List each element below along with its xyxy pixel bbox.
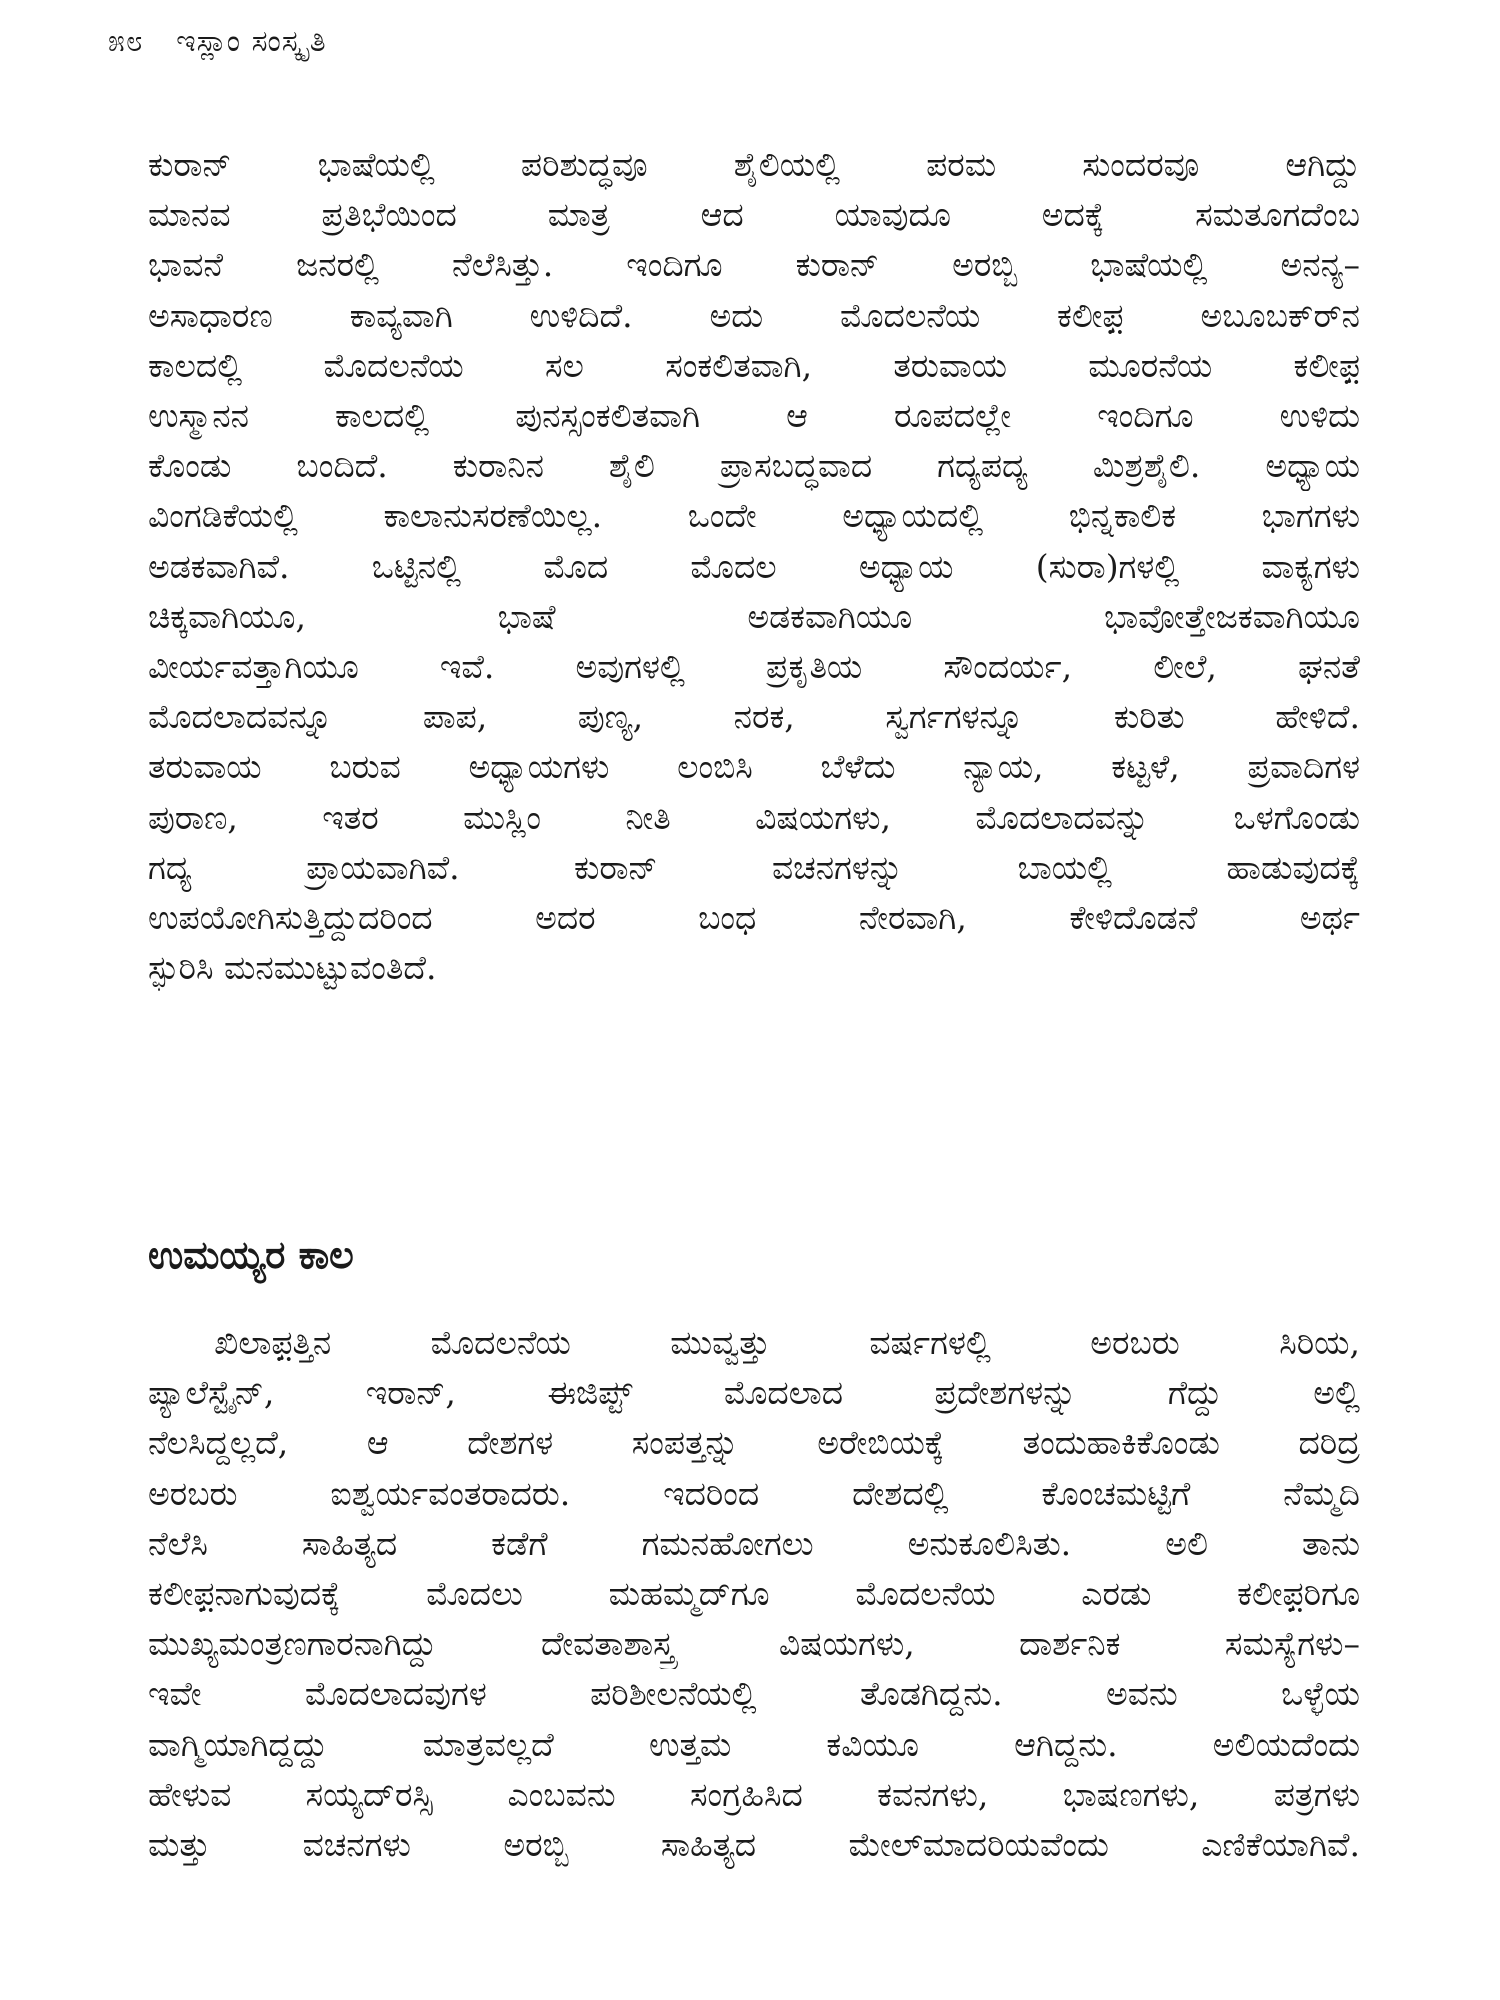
paragraph-line: ನೆಲೆಸಿ ಸಾಹಿತ್ಯದ ಕಡೆಗೆ ಗಮನಹೋಗಲು ಅನುಕೂಲಿಸಿತು. ಅಲಿ ತಾನು: [148, 1523, 1360, 1563]
section-heading: ಉಮಯ್ಯರ ಕಾಲ: [148, 1232, 354, 1277]
paragraph-line: ಅರಬರು ಐಶ್ವರ್ಯವಂತರಾದರು. ಇದರಿಂದ ದೇಶದಲ್ಲಿ ಕೊಂಚಮಟ್ಟಿಗೆ ನೆಮ್ಮದಿ: [148, 1473, 1360, 1513]
paragraph-line: ಗದ್ಯ ಪ್ರಾಯವಾಗಿವೆ. ಕುರಾನ್ ವಚನಗಳನ್ನು ಬಾಯಲ್ಲಿ ಹಾಡುವುದಕ್ಕೆ: [148, 847, 1360, 887]
paragraph-line: ಖಿಲಾಫ಼ತ್ತಿನ ಮೊದಲನೆಯ ಮುವ್ವತ್ತು ವರ್ಷಗಳಲ್ಲಿ ಅರಬರು ಸಿರಿಯ,: [214, 1323, 1360, 1362]
paragraph-line: ಚಿಕ್ಕವಾಗಿಯೂ, ಭಾಷೆ ಅಡಕವಾಗಿಯೂ ಭಾವೋತ್ತೇಜಕವಾಗಿಯೂ: [148, 596, 1360, 636]
paragraph-line: ವಿಂಗಡಿಕೆಯಲ್ಲಿ ಕಾಲಾನುಸರಣೆಯಿಲ್ಲ. ಒಂದೇ ಅಧ್ಯಾಯದಲ್ಲಿ ಭಿನ್ನಕಾಲಿಕ ಭಾಗಗಳು: [148, 496, 1360, 536]
paragraph-line: ಪುರಾಣ, ಇತರ ಮುಸ್ಲಿಂ ನೀತಿ ವಿಷಯಗಳು, ಮೊದಲಾದವನ್ನು ಒಳಗೊಂಡು: [148, 797, 1360, 837]
paragraph-line: ವೀರ್ಯವತ್ತಾಗಿಯೂ ಇವೆ. ಅವುಗಳಲ್ಲಿ ಪ್ರಕೃತಿಯ ಸೌಂದರ್ಯ, ಲೀಲೆ, ಘನತೆ: [148, 647, 1360, 687]
paragraph-line: ಕಲೀಫ಼ನಾಗುವುದಕ್ಕೆ ಮೊದಲು ಮಹಮ್ಮದ್‌ಗೂ ಮೊದಲನೆಯ ಎರಡು ಕಲೀಫ಼ರಿಗೂ: [148, 1574, 1360, 1614]
paragraph-line: ತರುವಾಯ ಬರುವ ಅಧ್ಯಾಯಗಳು ಲಂಬಿಸಿ ಬೆಳೆದು ನ್ಯಾಯ, ಕಟ್ಟಳೆ, ಪ್ರವಾದಿಗಳ: [148, 747, 1360, 787]
paragraph-line: ಭಾವನೆ ಜನರಲ್ಲಿ ನೆಲೆಸಿತ್ತು. ಇಂದಿಗೂ ಕುರಾನ್ ಅರಬ್ಬಿ ಭಾಷೆಯಲ್ಲಿ ಅನನ್ಯ–: [148, 245, 1360, 285]
paragraph-kuran-style: [148, 140, 1360, 993]
paragraph-line: ಕಾಲದಲ್ಲಿ ಮೊದಲನೆಯ ಸಲ ಸಂಕಲಿತವಾಗಿ, ತರುವಾಯ ಮೂರನೆಯ ಕಲೀಫ಼: [148, 345, 1360, 385]
page-number: ೫೮: [108, 24, 144, 59]
paragraph-line: ಮಾನವ ಪ್ರತಿಭೆಯಿಂದ ಮಾತ್ರ ಆದ ಯಾವುದೂ ಅದಕ್ಕೆ ಸಮತೂಗದೆಂಬ: [148, 195, 1360, 235]
paragraph-line: ಇವೇ ಮೊದಲಾದವುಗಳ ಪರಿಶೀಲನೆಯಲ್ಲಿ ತೊಡಗಿದ್ದನು. ಅವನು ಒಳ್ಳೆಯ: [148, 1674, 1360, 1714]
paragraph-line: ವಾಗ್ಮಿಯಾಗಿದ್ದದ್ದು ಮಾತ್ರವಲ್ಲದೆ ಉತ್ತಮ ಕವಿಯೂ ಆಗಿದ್ದನು. ಅಲಿಯದೆಂದು: [148, 1724, 1360, 1764]
running-head: [108, 22, 327, 62]
paragraph-line: ಮುಖ್ಯಮಂತ್ರಣಗಾರನಾಗಿದ್ದು ದೇವತಾಶಾಸ್ತ್ರ ವಿಷಯಗಳು, ದಾರ್ಶನಿಕ ಸಮಸ್ಯೆಗಳು–: [148, 1624, 1360, 1664]
paragraph-line: ಮೊದಲಾದವನ್ನೂ ಪಾಪ, ಪುಣ್ಯ, ನರಕ, ಸ್ವರ್ಗಗಳನ್ನೂ ಕುರಿತು ಹೇಳಿದೆ.: [148, 697, 1360, 737]
paragraph-line: ಉಪಯೋಗಿಸುತ್ತಿದ್ದುದರಿಂದ ಅದರ ಬಂಧ ನೇರವಾಗಿ, ಕೇಳಿದೊಡನೆ ಅರ್ಥ: [148, 898, 1360, 938]
paragraph-umayyad-era: [148, 1318, 1360, 1870]
paragraph-line: ಮತ್ತು ವಚನಗಳು ಅರಬ್ಬಿ ಸಾಹಿತ್ಯದ ಮೇಲ್‌ಮಾದರಿಯವೆಂದು ಎಣಿಕೆಯಾಗಿವೆ.: [148, 1825, 1360, 1865]
paragraph-line: ಉಸ್ಮಾನನ ಕಾಲದಲ್ಲಿ ಪುನಸ್ಸಂಕಲಿತವಾಗಿ ಆ ರೂಪದಲ್ಲೇ ಇಂದಿಗೂ ಉಳಿದು: [148, 396, 1360, 436]
paragraph-line: ಅಸಾಧಾರಣ ಕಾವ್ಯವಾಗಿ ಉಳಿದಿದೆ. ಅದು ಮೊದಲನೆಯ ಕಲೀಫ಼ ಅಬೂಬಕ್‌ರ್‌ನ: [148, 295, 1360, 335]
paragraph-line: ಸ್ಫುರಿಸಿ ಮನಮುಟ್ಟುವಂತಿದೆ.: [148, 948, 437, 988]
paragraph-line: ನೆಲಸಿದ್ದಲ್ಲದೆ, ಆ ದೇಶಗಳ ಸಂಪತ್ತನ್ನು ಅರೇಬಿಯಕ್ಕೆ ತಂದುಹಾಕಿಕೊಂಡು ದರಿದ್ರ: [148, 1423, 1360, 1463]
paragraph-line: ಕುರಾನ್ ಭಾಷೆಯಲ್ಲಿ ಪರಿಶುದ್ಧವೂ ಶೈಲಿಯಲ್ಲಿ ಪರಮ ಸುಂದರವೂ ಆಗಿದ್ದು: [148, 145, 1360, 184]
paragraph-line: ಅಡಕವಾಗಿವೆ. ಒಟ್ಟಿನಲ್ಲಿ ಮೊದ ಮೊದಲ ಅಧ್ಯಾಯ (ಸುರಾ)ಗಳಲ್ಲಿ ವಾಕ್ಯಗಳು: [148, 546, 1360, 586]
paragraph-line: ಕೊಂಡು ಬಂದಿದೆ. ಕುರಾನಿನ ಶೈಲಿ ಪ್ರಾಸಬದ್ಧವಾದ ಗದ್ಯಪದ್ಯ ಮಿಶ್ರಶೈಲಿ. ಅಧ್ಯಾಯ: [148, 446, 1360, 486]
paragraph-line: ಪ್ಯಾಲೆಸ್ಟೈನ್, ಇರಾನ್, ಈಜಿಪ್ಟ್ ಮೊದಲಾದ ಪ್ರದೇಶಗಳನ್ನು ಗೆದ್ದು ಅಲ್ಲಿ: [148, 1373, 1360, 1413]
paragraph-line: ಹೇಳುವ ಸಯ್ಯದ್‌ರಸ್ಸಿ ಎಂಬವನು ಸಂಗ್ರಹಿಸಿದ ಕವನಗಳು, ಭಾಷಣಗಳು, ಪತ್ರಗಳು: [148, 1774, 1360, 1814]
running-title: ಇಸ್ಲಾಂ ಸಂಸ್ಕೃತಿ: [176, 24, 327, 59]
